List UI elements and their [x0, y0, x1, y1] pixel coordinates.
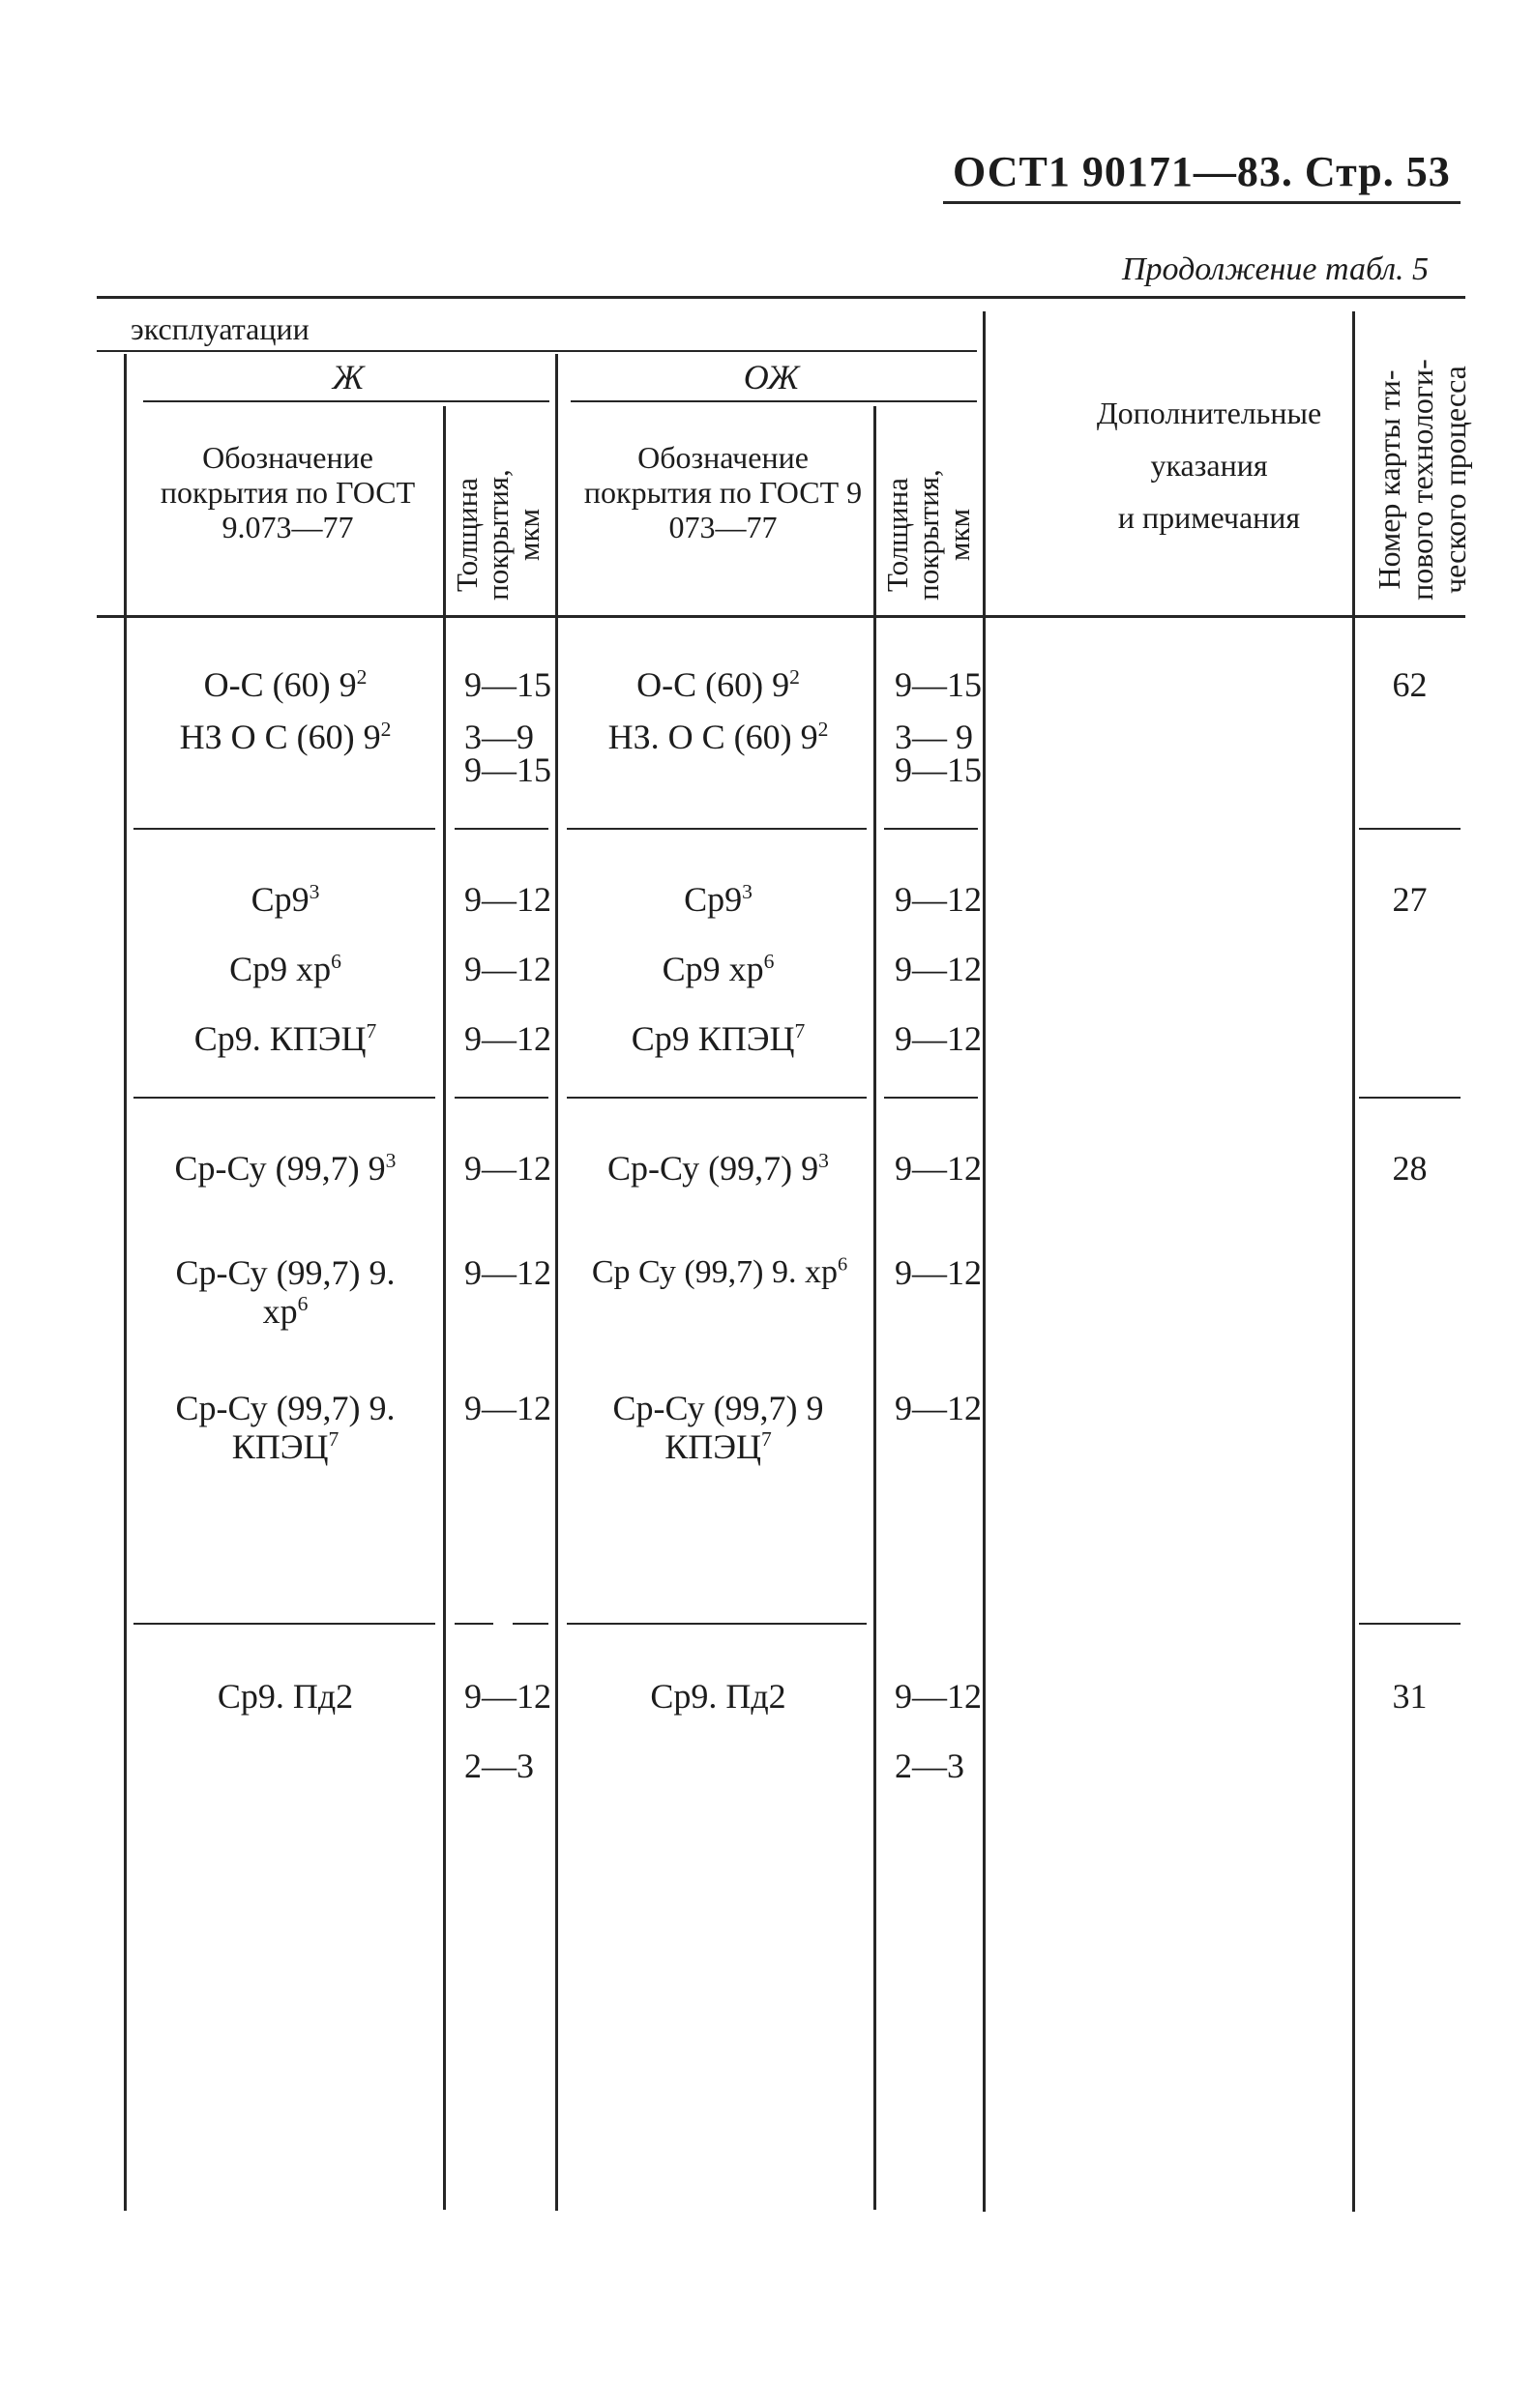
table-cell-thickness: 9—12	[895, 950, 982, 988]
table-cell-thickness: 3—9	[464, 718, 534, 756]
table-cell-designation: $Ср9^3$	[684, 880, 753, 919]
ozh-thickness-header-line-3: мкм	[942, 508, 976, 562]
table-cell-thickness: 9—12	[464, 880, 551, 919]
condition-zh-header: Ж	[332, 358, 365, 396]
row-separator	[884, 828, 978, 830]
process-card-header-line-2: пового технологи-	[1404, 359, 1439, 601]
table-cell-thickness: 9—12	[895, 1677, 982, 1716]
table-cell-thickness: 9—15	[895, 750, 982, 789]
table-cell-thickness: 9—12	[464, 1677, 551, 1716]
table-cell-thickness: 9—15	[464, 750, 551, 789]
table-cell-designation: Ср-Су (99,7) 9.	[175, 1253, 396, 1292]
table-cell-designation: НЗ О С (60) $9^2$	[179, 718, 392, 756]
table-cell-thickness: 2—3	[464, 1747, 534, 1785]
table-cell-thickness: 9—12	[895, 1149, 982, 1188]
process-card-header-line-3: ческого процесса	[1437, 366, 1472, 594]
condition-ozh-header: ОЖ	[743, 358, 800, 396]
row-separator	[1359, 1623, 1461, 1625]
ozh-thickness-header-line-2: покрытия,	[911, 469, 945, 601]
table-cell-card-number: 62	[1392, 665, 1428, 704]
table-cell-card-number: 31	[1392, 1677, 1428, 1716]
table-cell-thickness: 9—12	[895, 1389, 982, 1427]
notes-header	[1025, 387, 1393, 543]
notes-header-line-1: Дополнительные	[1096, 396, 1322, 430]
table-cell-thickness: 9—12	[895, 1253, 982, 1292]
table-cell-thickness: 9—15	[464, 665, 551, 704]
document-header: ОСТ1 90171—83. Стр. 53	[953, 148, 1451, 195]
table-cell-card-number: 27	[1392, 880, 1428, 919]
row-separator	[455, 1097, 548, 1099]
table-cell-designation: Ср9. Пд2	[217, 1677, 354, 1716]
table-cell-thickness: 9—12	[464, 1389, 551, 1427]
ozh-designation-header: Обозначение покрытия по ГОСТ 9 073—77	[583, 440, 863, 544]
table-cell-card-number: 28	[1392, 1149, 1428, 1188]
row-separator	[513, 1623, 548, 1625]
table-cell-designation: Ср Су (99,7) 9. $хр^6$	[591, 1253, 848, 1290]
table-cell-designation: О-С (60) $9^2$	[636, 665, 800, 704]
table-cell-thickness: 3— 9	[895, 718, 973, 756]
operating-conditions-label: эксплуатации	[131, 311, 310, 346]
ozh-underline	[571, 400, 977, 402]
notes-header-line-3: и примечания	[1117, 500, 1301, 535]
table-cell-designation: Ср-Су (99,7) 9	[612, 1389, 824, 1427]
table-cell-designation: Ср9 $хр^6$	[662, 950, 775, 988]
table-cell-designation: КПЭЦ$^7$	[231, 1427, 339, 1466]
notes-header-line-2: указания	[1150, 448, 1268, 483]
row-separator	[455, 828, 548, 830]
process-card-header	[1373, 335, 1475, 625]
table-cell-thickness: 9—12	[895, 880, 982, 919]
col-divider-ozh	[555, 354, 558, 2211]
row-separator	[1359, 1097, 1461, 1099]
ozh-thickness-header-line-1: Толщина	[880, 478, 914, 592]
col-divider-ozh-thickness	[873, 406, 876, 2210]
table-cell-thickness: 9—12	[464, 1149, 551, 1188]
table-cell-designation: Ср9. Пд2	[650, 1677, 786, 1716]
zh-thickness-header-line-1: Толщина	[450, 478, 484, 592]
row-separator	[884, 1097, 978, 1099]
ozh-thickness-header	[882, 428, 975, 641]
table-cell-designation: $Ср9^3$	[251, 880, 320, 919]
table-left-border	[124, 354, 127, 2211]
zh-thickness-header-line-3: мкм	[512, 508, 546, 562]
table-cell-designation: Ср-Су (99,7) $9^3$	[607, 1149, 829, 1188]
col-divider-notes	[983, 311, 986, 2212]
row-separator	[1359, 828, 1461, 830]
table-cell-thickness: 9—12	[464, 1019, 551, 1058]
table-cell-designation: Ср-Су (99,7) 9.	[175, 1389, 396, 1427]
row-separator	[567, 828, 867, 830]
table-cell-designation: $хр^6$	[262, 1292, 309, 1331]
table-cell-thickness: 9—15	[895, 665, 982, 704]
group-underline	[97, 350, 977, 352]
zh-thickness-header-line-2: покрытия,	[481, 469, 515, 601]
row-separator	[133, 1097, 435, 1099]
table-top-border	[97, 296, 1465, 299]
header-underline	[943, 201, 1461, 204]
table-cell-designation: НЗ. О С (60) $9^2$	[607, 718, 829, 756]
table-cell-thickness: 2—3	[895, 1747, 964, 1785]
table-cell-designation: КПЭЦ$^7$	[664, 1427, 772, 1466]
zh-thickness-header	[452, 428, 545, 641]
table-cell-designation: О-С (60) $9^2$	[203, 665, 368, 704]
zh-designation-header: Обозначение покрытия по ГОСТ 9.073—77	[160, 440, 416, 544]
row-separator	[133, 1623, 435, 1625]
table-cell-designation: Ср9 $хр^6$	[229, 950, 341, 988]
row-separator	[455, 1623, 493, 1625]
table-cell-thickness: 9—12	[464, 1253, 551, 1292]
table-cell-designation: Ср9. КПЭЦ$^7$	[193, 1019, 377, 1058]
row-separator	[567, 1097, 867, 1099]
process-card-header-line-1: Номер карты ти-	[1372, 369, 1406, 590]
col-divider-card	[1352, 311, 1355, 2212]
table-cell-thickness: 9—12	[464, 950, 551, 988]
header-bottom-border	[97, 615, 1465, 618]
row-separator	[567, 1623, 867, 1625]
row-separator	[133, 828, 435, 830]
table-continuation-caption: Продолжение табл. 5	[1122, 251, 1430, 287]
table-cell-thickness: 9—12	[895, 1019, 982, 1058]
table-cell-designation: Ср-Су (99,7) $9^3$	[174, 1149, 397, 1188]
zh-underline	[143, 400, 549, 402]
col-divider-zh-thickness	[443, 406, 446, 2210]
table-cell-designation: Ср9 КПЭЦ$^7$	[631, 1019, 806, 1058]
